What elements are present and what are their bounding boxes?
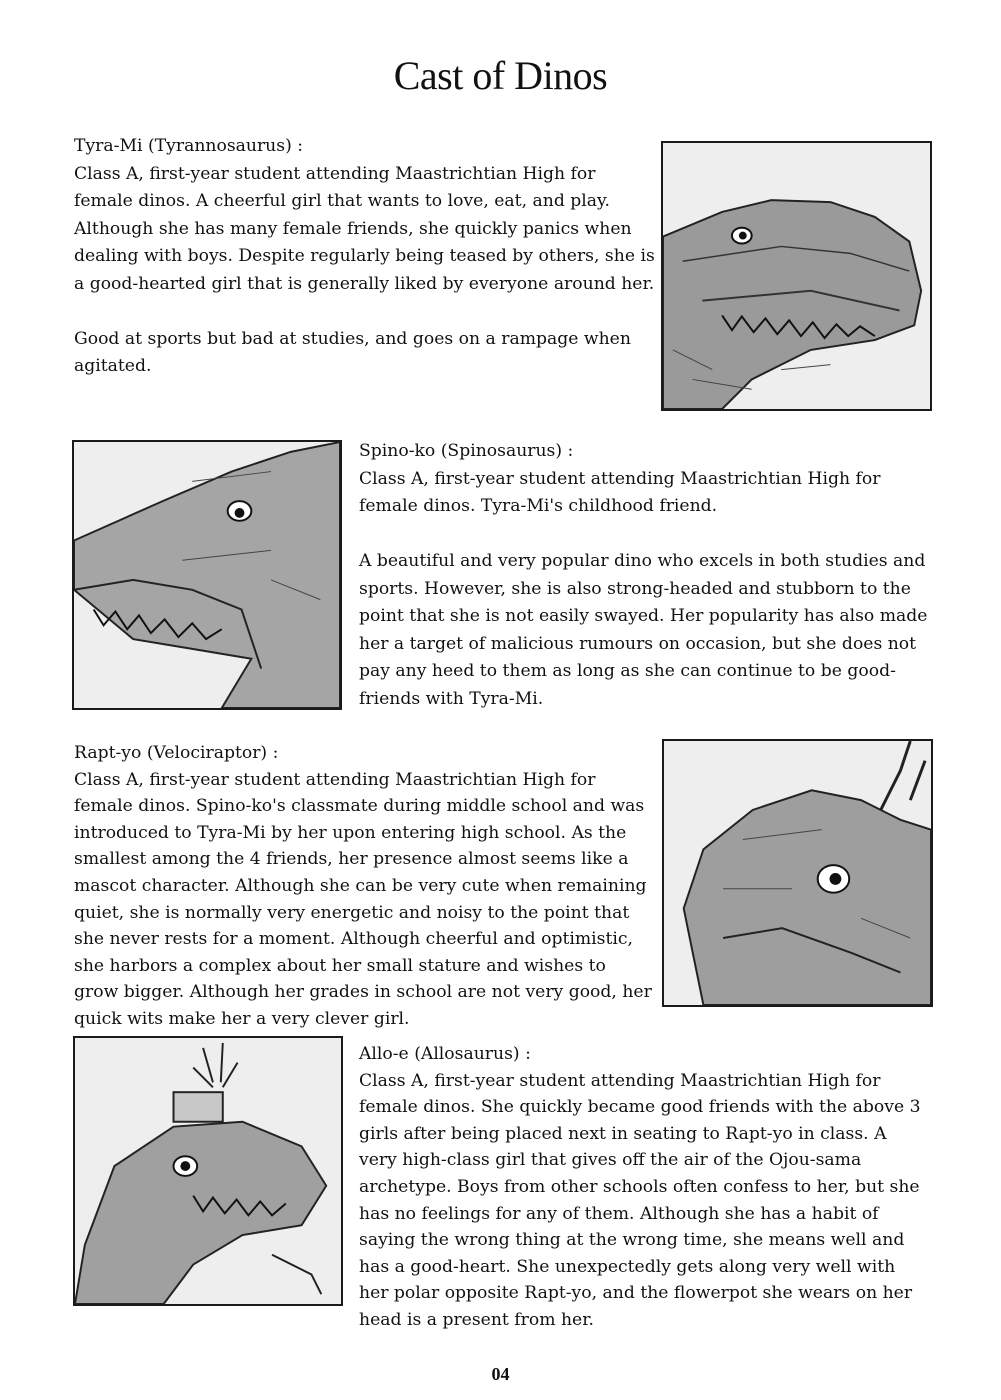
character-heading: Spino-ko (Spinosaurus) : xyxy=(359,441,574,461)
page-title: Cast of Dinos xyxy=(393,53,608,98)
character-description: Class A, first-year student attending Maastrichtian High for female dinos. Spino-ko's classmate during middle school and was introduced to Tyra-Mi by her upon entering high school. As the smallest among the 4 friends, her presence almost seems like a mascot character. Although she can be very cute when remaining quiet, she is normally very energetic and noisy to the point that she never rests for a moment. Although cheerful and optimistic, she harbors a complex about her small stature and wishes to grow bigger. Although her grades in school are not very good, her quick wits make her a very clever girl. xyxy=(74,769,652,1029)
character-description: Class A, first-year student attending Maastrichtian High for female dinos. Tyra-Mi's childhood friend. xyxy=(359,468,881,516)
allosaurus-portrait-icon xyxy=(73,1036,343,1306)
page-number: 04 xyxy=(491,1364,510,1384)
character-entry-spino-ko xyxy=(359,438,929,713)
character-description: Class A, first-year student attending Maastrichtian High for female dinos. A cheerful girl that wants to love, eat, and play. Although she has many female friends, she quickly panics when dealing with boys. Despite regularly being teased by others, she is a good-hearted girl that is generally liked by everyone around her. xyxy=(74,163,655,294)
velociraptor-portrait-icon xyxy=(662,739,933,1007)
character-description: A beautiful and very popular dino who excels in both studies and sports. However, she is also strong-headed and stubborn to the point that she is not easily swayed. Her popularity has also made her a target of malicious rumours on occasion, but she does not pay any heed to them as long as she can continue to be good-friends with Tyra-Mi. xyxy=(359,551,928,709)
character-description: Class A, first-year student attending Maastrichtian High for female dinos. She quickly became good friends with the above 3 girls after being placed next in seating to Rapt-yo in class. A very high-class girl that gives off the air of the Ojou-sama archetype. Boys from other schools often confess to her, but she has no feelings for any of them. Although she has a habit of saying the wrong thing at the wrong time, she means well and has a good-heart. She unexpectedly gets along very well with her polar opposite Rapt-yo, and the flowerpot she wears on her head is a present from her. xyxy=(359,1070,921,1330)
character-heading: Allo-e (Allosaurus) : xyxy=(359,1044,531,1064)
tyrannosaurus-portrait-icon xyxy=(661,141,932,411)
character-entry-tyra-mi xyxy=(74,133,659,381)
character-entry-rapt-yo xyxy=(74,740,654,1033)
character-heading: Tyra-Mi (Tyrannosaurus) : xyxy=(74,136,304,156)
character-entry-allo-e xyxy=(359,1041,929,1334)
spinosaurus-portrait-icon xyxy=(72,440,342,710)
character-heading: Rapt-yo (Velociraptor) : xyxy=(74,743,279,763)
character-description: Good at sports but bad at studies, and goes on a rampage when agitated. xyxy=(74,328,631,376)
